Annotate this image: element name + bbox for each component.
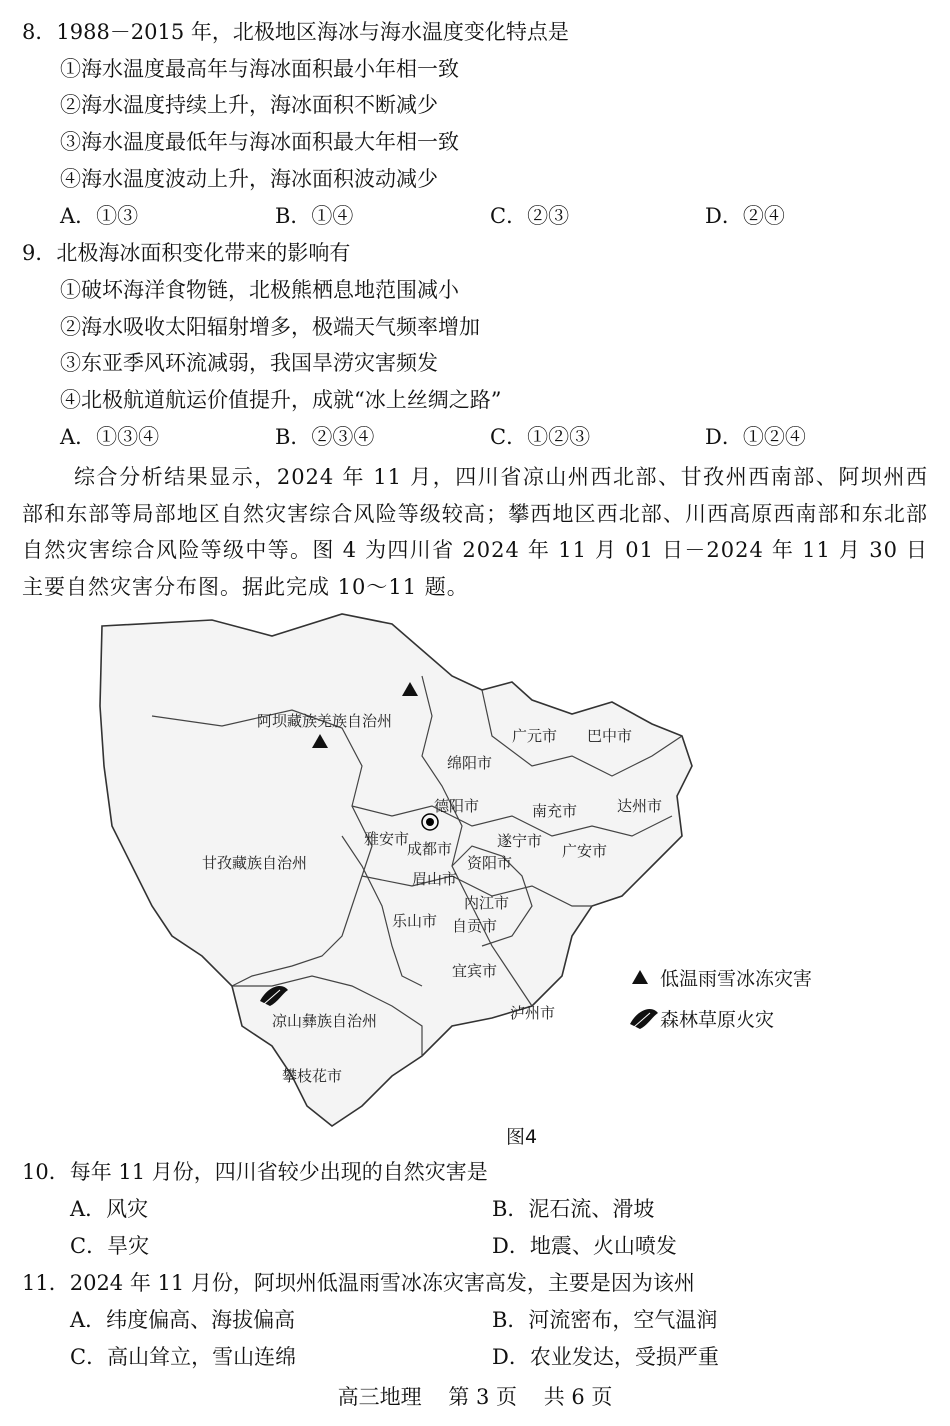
legend-fire-label: 森林草原火灾 <box>660 1009 775 1031</box>
q10-option-d[interactable]: D．地震、火山喷发 <box>492 1234 677 1258</box>
q8-stem: 8．1988－2015 年，北极地区海冰与海水温度变化特点是 <box>22 20 569 44</box>
label-meishan: 眉山市 <box>412 870 458 888</box>
label-mianyang: 绵阳市 <box>447 754 493 772</box>
q9-option-d[interactable]: D．①②④ <box>705 425 806 449</box>
q10-stem: 10．每年 11 月份，四川省较少出现的自然灾害是 <box>22 1160 488 1184</box>
q10-option-c[interactable]: C．旱灾 <box>70 1234 150 1258</box>
label-nanchong: 南充市 <box>532 802 578 820</box>
q9-option-c[interactable]: C．①②③ <box>490 425 591 449</box>
q8-option-d[interactable]: D．②④ <box>705 204 785 228</box>
q8-statement-4: ④海水温度波动上升，海冰面积波动减少 <box>60 167 438 191</box>
q11-option-d[interactable]: D．农业发达，受损严重 <box>492 1345 719 1369</box>
q9-option-b[interactable]: B．②③④ <box>275 425 375 449</box>
q10-option-b[interactable]: B．泥石流、滑坡 <box>492 1197 655 1221</box>
label-leshan: 乐山市 <box>392 912 438 930</box>
label-panzhihua: 攀枝花市 <box>282 1067 343 1085</box>
label-liangshan: 凉山彝族自治州 <box>272 1012 378 1030</box>
footer-subject: 高三地理 <box>337 1385 422 1409</box>
legend-freeze-label: 低温雨雪冰冻灾害 <box>660 968 813 990</box>
page-footer <box>0 1381 950 1411</box>
label-yibin: 宜宾市 <box>452 962 498 980</box>
legend-fire-icon <box>630 1009 658 1029</box>
legend-freeze-icon <box>632 970 648 984</box>
label-guangyuan: 广元市 <box>512 727 558 745</box>
label-bazhong: 巴中市 <box>587 727 633 745</box>
q11-option-b[interactable]: B．河流密布，空气温润 <box>492 1308 718 1332</box>
q9-stem: 9．北极海冰面积变化带来的影响有 <box>22 241 351 265</box>
q9-statement-4: ④北极航道航运价值提升，成就“冰上丝绸之路” <box>60 388 502 412</box>
province-outline <box>100 614 692 1126</box>
q9-statement-2: ②海水吸收太阳辐射增多，极端天气频率增加 <box>60 315 480 339</box>
q8-option-b[interactable]: B．①④ <box>275 204 354 228</box>
footer-total: 共 6 页 <box>543 1385 613 1409</box>
q9-statement-3: ③东亚季风环流减弱，我国旱涝灾害频发 <box>60 351 438 375</box>
label-dazhou: 达州市 <box>617 797 663 815</box>
q11-option-a[interactable]: A．纬度偏高、海拔偏高 <box>70 1308 296 1332</box>
q10-option-a[interactable]: A．风灾 <box>70 1197 149 1221</box>
label-zigong: 自贡市 <box>452 917 498 935</box>
label-guangan: 广安市 <box>562 842 608 860</box>
figure-caption: 图4 <box>506 1126 538 1148</box>
q11-option-c[interactable]: C．高山耸立，雪山连绵 <box>70 1345 297 1369</box>
label-yaan: 雅安市 <box>364 830 410 848</box>
q11-stem: 11．2024 年 11 月份，阿坝州低温雨雪冰冻灾害高发，主要是因为该州 <box>22 1271 695 1295</box>
q8-option-c[interactable]: C．②③ <box>490 204 570 228</box>
q8-option-a[interactable]: A．①③ <box>60 204 139 228</box>
label-ziyang: 资阳市 <box>467 854 513 872</box>
label-neijiang: 内江市 <box>464 894 510 912</box>
sichuan-disaster-map <box>92 606 884 1154</box>
q8-statement-3: ③海水温度最低年与海冰面积最大年相一致 <box>60 130 459 154</box>
legend <box>630 968 812 1031</box>
label-luzhou: 泸州市 <box>510 1004 556 1022</box>
passage: 综合分析结果显示，2024 年 11 月，四川省凉山州西北部、甘孜州西南部、阿坝州西部和东部等局部地区自然灾害综合风险等级较高；攀西地区西北部、川西高原西南部和东北部自然灾害综合风险等级中等。图 4 为四川省 2024 年 11 月 01 日－2024 年 11 月 30 日主要自然灾害分布图。据此完成 10～11 题。 <box>22 465 928 599</box>
footer-page: 第 3 页 <box>448 1385 517 1409</box>
label-aba: 阿坝藏族羌族自治州 <box>257 712 393 730</box>
label-deyang: 德阳市 <box>434 797 480 815</box>
q8-statement-1: ①海水温度最高年与海冰面积最小年相一致 <box>60 57 459 81</box>
q9-option-a[interactable]: A．①③④ <box>60 425 160 449</box>
q9-statement-1: ①破坏海洋食物链，北极熊栖息地范围减小 <box>60 278 459 302</box>
q8-statement-2: ②海水温度持续上升，海冰面积不断减少 <box>60 93 438 117</box>
label-ganzi: 甘孜藏族自治州 <box>202 854 308 872</box>
label-suining: 遂宁市 <box>497 832 543 850</box>
label-chengdu: 成都市 <box>407 840 453 858</box>
